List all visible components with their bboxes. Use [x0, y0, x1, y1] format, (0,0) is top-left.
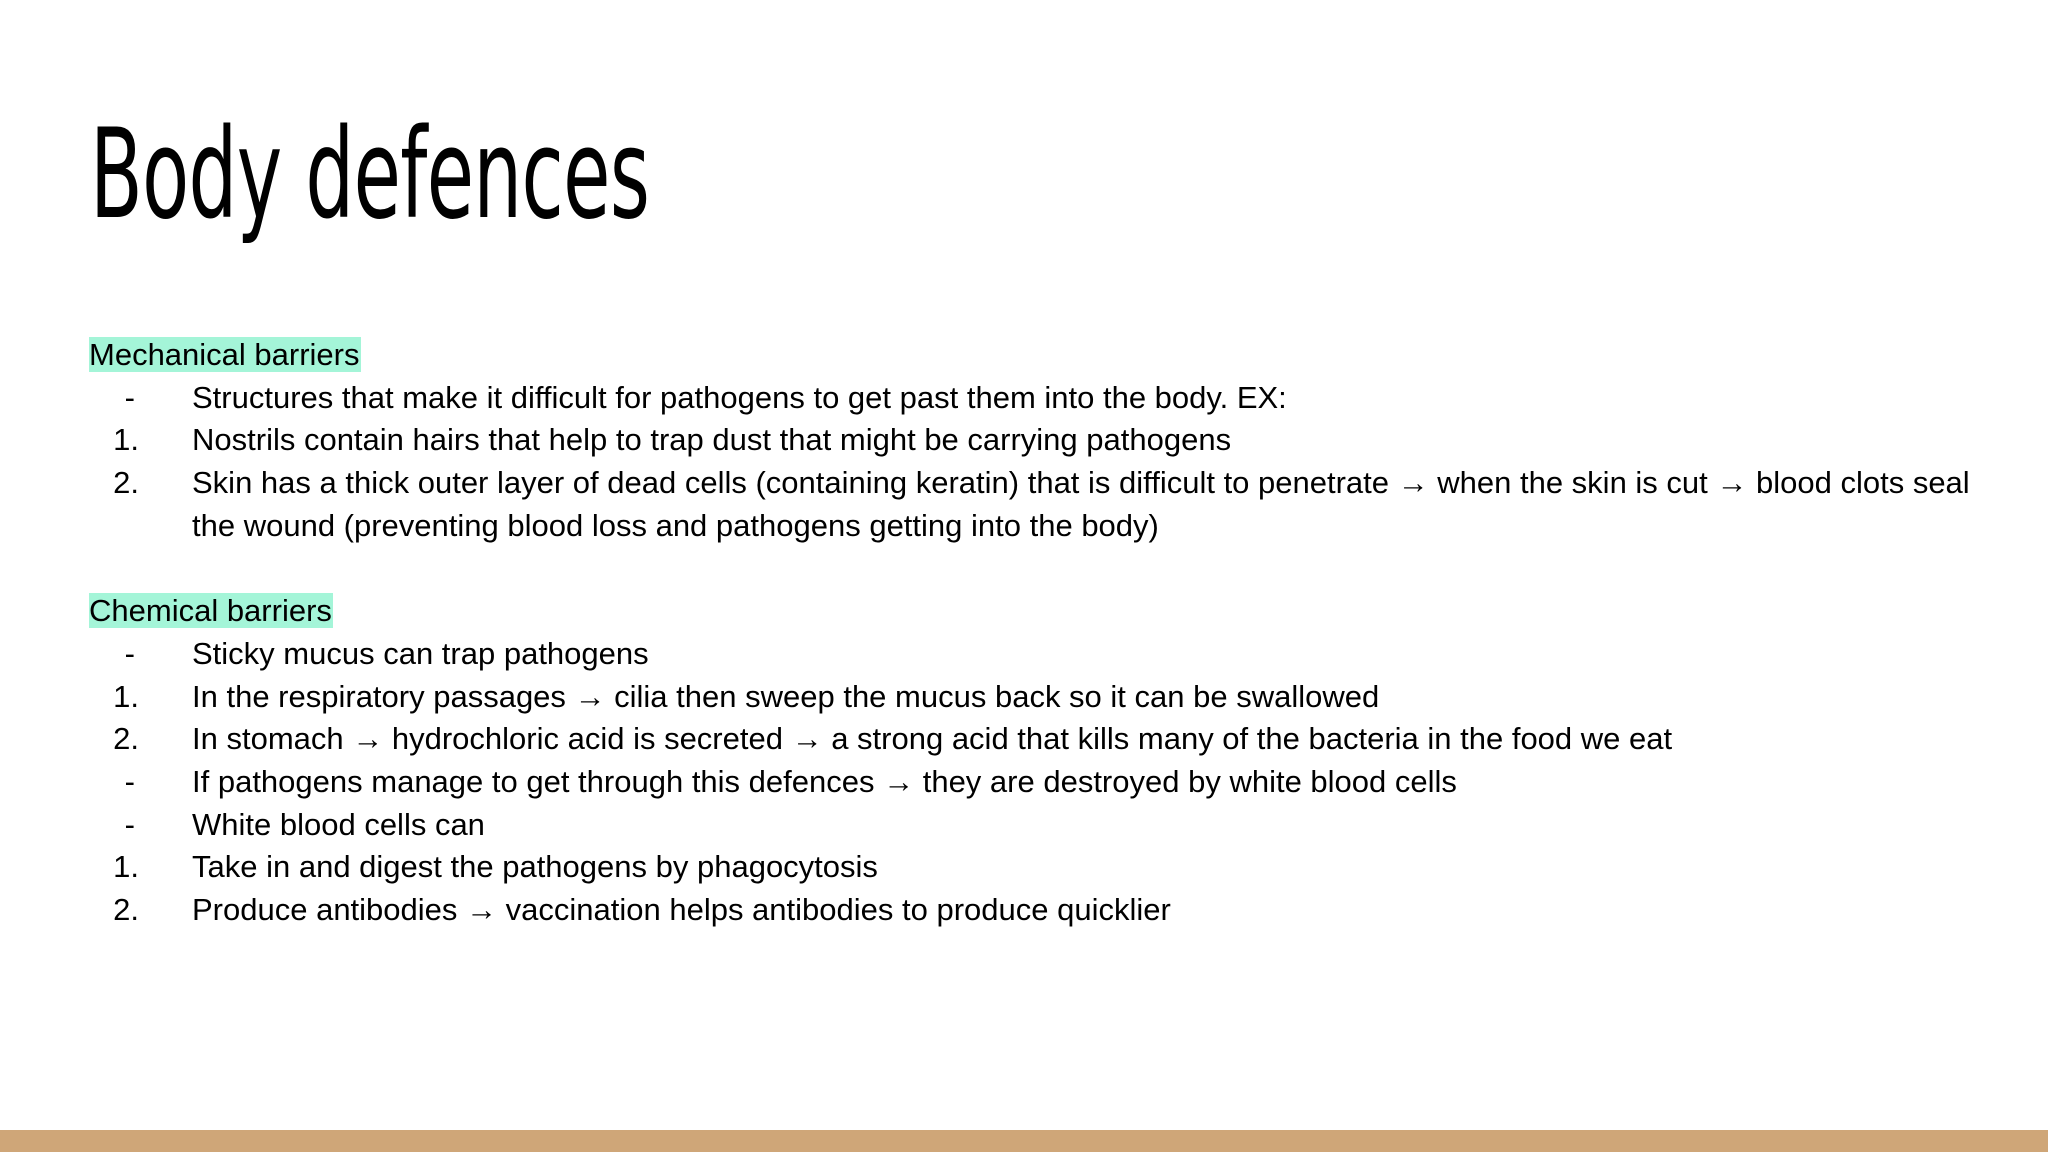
list-item-text: White blood cells can — [192, 806, 485, 842]
list-marker: 2. — [113, 892, 139, 928]
section-heading-text: Chemical barriers — [89, 593, 332, 629]
list-item-text: If pathogens manage to get through this defences → they are destroyed by white blood cells — [192, 763, 1457, 799]
footer-bar — [0, 1130, 2048, 1152]
list-marker: 1. — [113, 678, 139, 714]
section-chemical-barriers — [89, 590, 1989, 932]
list-item — [89, 676, 1989, 719]
list-item-text: Take in and digest the pathogens by phagocytosis — [192, 849, 878, 885]
list-marker: - — [124, 806, 135, 842]
list-marker: 1. — [113, 422, 139, 458]
list-item-text: Produce antibodies → vaccination helps antibodies to produce quicklier — [192, 892, 1171, 928]
list-item — [89, 633, 1989, 676]
section-mechanical-barriers — [89, 334, 1989, 548]
list-item — [89, 889, 1989, 932]
list-marker: - — [124, 379, 135, 415]
section-heading-text: Mechanical barriers — [89, 337, 360, 372]
list-item — [89, 718, 1989, 761]
slide-body — [89, 334, 1989, 932]
list-item — [89, 804, 1989, 847]
list-marker: - — [124, 763, 135, 799]
list-item — [89, 462, 1989, 547]
list-item — [89, 761, 1989, 804]
slide-title: Body defences — [90, 103, 650, 247]
list-marker: 1. — [113, 849, 139, 885]
list-item-text: Sticky mucus can trap pathogens — [192, 635, 649, 671]
list-item-text: Skin has a thick outer layer of dead cells (containing keratin) that is difficult to penetrate → when the skin is cut → blood clots seal the wound (preventing blood loss and pathogens getting into the body) — [192, 465, 1970, 543]
list-item-text: Structures that make it difficult for pathogens to get past them into the body. EX: — [192, 379, 1287, 415]
section-heading — [89, 334, 1989, 377]
section-spacer — [89, 548, 1989, 591]
list-item — [89, 377, 1989, 420]
list-item — [89, 419, 1989, 462]
section-heading — [89, 590, 1989, 633]
list-marker: 2. — [113, 721, 139, 757]
list-item-text: In the respiratory passages → cilia then sweep the mucus back so it can be swallowed — [192, 678, 1380, 714]
list-marker: 2. — [113, 465, 139, 501]
list-item — [89, 846, 1989, 889]
list-item-text: Nostrils contain hairs that help to trap dust that might be carrying pathogens — [192, 422, 1232, 458]
list-marker: - — [124, 635, 135, 671]
list-item-text: In stomach → hydrochloric acid is secreted → a strong acid that kills many of the bacteria in the food we eat — [192, 721, 1673, 757]
